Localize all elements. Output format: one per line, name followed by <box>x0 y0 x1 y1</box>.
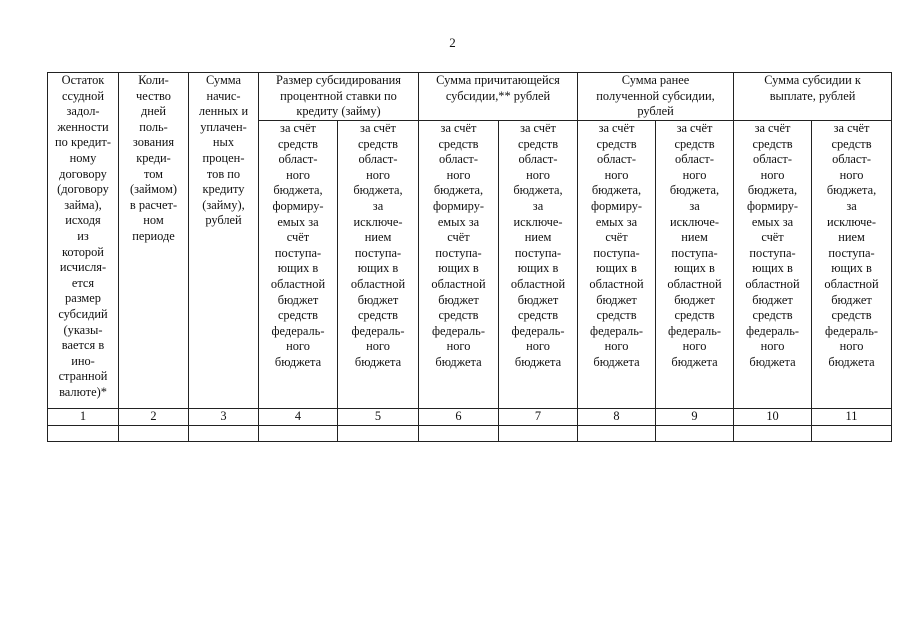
subheader-regional-7: за счёт средств област- ного бюджета, за исключе- нием поступа- ющих в областной бюджет средств федераль- ного бюджета <box>499 121 578 409</box>
header-group-subsidy-due: Сумма причитающейся субсидии,** рублей <box>419 73 578 121</box>
empty-cell <box>499 426 578 442</box>
subheader-regional-11: за счёт средств област- ного бюджета, за исключе- нием поступа- ющих в областной бюджет средств федераль- ного бюджета <box>812 121 892 409</box>
subsidy-table <box>47 72 892 442</box>
column-number: 8 <box>578 409 656 426</box>
column-number: 7 <box>499 409 578 426</box>
column-number: 4 <box>259 409 338 426</box>
empty-cell <box>734 426 812 442</box>
header-interest-sum: Сумма начис- ленных и уплачен- ных процен- тов по кредиту (займу), рублей <box>189 73 259 409</box>
subheader-federal-6: за счёт средств област- ного бюджета, формиру- емых за счёт поступа- ющих в областной бюджет средств федераль- ного бюджета <box>419 121 499 409</box>
empty-cell <box>578 426 656 442</box>
column-number: 11 <box>812 409 892 426</box>
empty-cell <box>338 426 419 442</box>
column-number: 6 <box>419 409 499 426</box>
header-days-count: Коли- чество дней поль- зования креди- том (займом) в расчет- ном периоде <box>119 73 189 409</box>
column-number: 9 <box>656 409 734 426</box>
column-number: 3 <box>189 409 259 426</box>
page-number: 2 <box>449 35 456 50</box>
subheader-federal-8: за счёт средств област- ного бюджета, формиру- емых за счёт поступа- ющих в областной бюджет средств федераль- ного бюджета <box>578 121 656 409</box>
subheader-federal-4: за счёт средств област- ного бюджета, формиру- емых за счёт поступа- ющих в областной бюджет средств федераль- ного бюджета <box>259 121 338 409</box>
subheader-regional-9: за счёт средств област- ного бюджета, за исключе- нием поступа- ющих в областной бюджет средств федераль- ного бюджета <box>656 121 734 409</box>
subheader-regional-5: за счёт средств област- ного бюджета, за исключе- нием поступа- ющих в областной бюджет средств федераль- ного бюджета <box>338 121 419 409</box>
empty-cell <box>48 426 119 442</box>
empty-data-row <box>48 426 892 442</box>
column-number: 10 <box>734 409 812 426</box>
empty-cell <box>656 426 734 442</box>
header-group-subsidy-rate: Размер субсидирования процентной ставки по кредиту (займу) <box>259 73 419 121</box>
column-number: 2 <box>119 409 189 426</box>
column-number-row <box>48 409 892 426</box>
empty-cell <box>259 426 338 442</box>
subheader-federal-10: за счёт средств област- ного бюджета, формиру- емых за счёт поступа- ющих в областной бюджет средств федераль- ного бюджета <box>734 121 812 409</box>
header-group-subsidy-received: Сумма ранее полученной субсидии, рублей <box>578 73 734 121</box>
header-group-subsidy-payable: Сумма субсидии к выплате, рублей <box>734 73 892 121</box>
column-number: 1 <box>48 409 119 426</box>
header-loan-balance: Остаток ссудной задол- женности по кредит- ному договору (договору займа), исходя из которой исчисля- ется размер субсидий (указы- вается в ино- странной валюте)* <box>48 73 119 409</box>
empty-cell <box>189 426 259 442</box>
empty-cell <box>119 426 189 442</box>
empty-cell <box>419 426 499 442</box>
empty-cell <box>812 426 892 442</box>
column-number: 5 <box>338 409 419 426</box>
